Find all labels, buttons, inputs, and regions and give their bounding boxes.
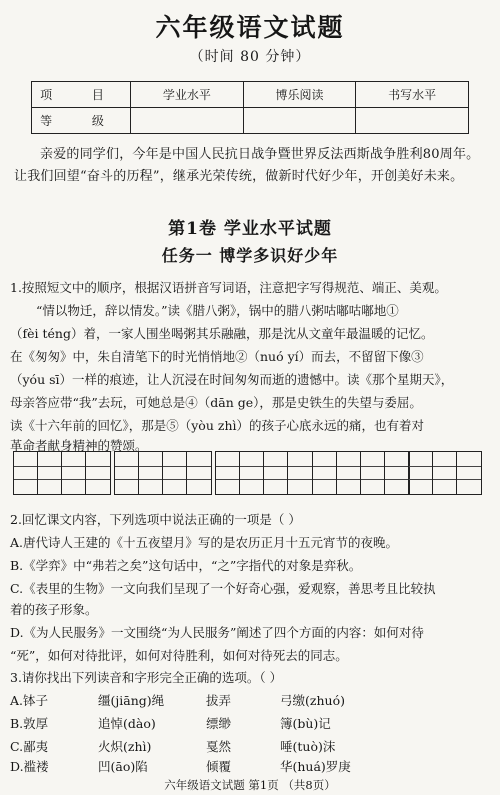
q1-text-line: （fèi téng）着，一家人围坐喝粥其乐融融，那是沈从文童年最温暖的记忆。 <box>10 326 434 341</box>
q3-option-word: 弓缴(zhuó) <box>280 693 345 708</box>
section-title: 第1卷 学业水平试题 <box>168 219 332 239</box>
exam-duration: （时间 80 分钟） <box>189 49 311 65</box>
score-row-label: 等 级 <box>32 108 131 134</box>
writing-box-4[interactable] <box>312 451 410 495</box>
q2-option-c-cont: 着的孩子形象。 <box>10 602 98 617</box>
score-cell-reading <box>243 108 356 134</box>
q3-option-word: D.褴褛 <box>10 759 49 774</box>
q3-option-word: B.敦厚 <box>10 716 49 731</box>
q3-option-word: 华(huá)罗庚 <box>280 759 351 774</box>
q2-option-c: C.《表里的生物》一文向我们呈现了一个好奇心强，爱观察，善思考且比较执 <box>10 581 436 596</box>
q1-text-line: （yóu sī）一样的痕迹，让人沉浸在时间匆匆而逝的遗憾中。读《那个星期天》， <box>10 372 454 387</box>
task-title: 任务一 博学多识好少年 <box>161 246 339 265</box>
q3-option-word: 缰(jiāng)绳 <box>98 693 165 708</box>
q1-text-line: “情以物迁，辞以情发。”读《腊八粥》，锅中的腊八粥咕嘟咕嘟地① <box>36 303 399 318</box>
writing-box-3[interactable] <box>215 451 313 495</box>
score-header-writing: 书写水平 <box>356 82 469 108</box>
q3-option-word: 簿(bù)记 <box>280 716 331 731</box>
score-header-item: 项 目 <box>32 82 131 108</box>
q2-prompt: 2.回忆课文内容，下列选项中说法正确的一项是（ ） <box>10 512 301 527</box>
score-header-reading: 博乐阅读 <box>243 82 356 108</box>
q1-text-line: 革命者献身精神的赞颂。 <box>10 438 148 453</box>
score-table-header-row <box>32 82 469 108</box>
q3-option-word: 凹(āo)陷 <box>98 759 148 774</box>
page-footer: 六年级语文试题 第1页 （共8页） <box>164 778 336 792</box>
q3-option-word: 追悼(dào) <box>98 716 156 731</box>
q3-option-word: 倾覆 <box>206 759 232 774</box>
writing-box-1[interactable] <box>13 451 111 495</box>
q1-text-line: 母亲答应带“我”去玩，可她总是④（dān ge），那是史铁生的失望与委屈。 <box>10 395 422 410</box>
q1-text-line: 读《十六年前的回忆》，那是⑤（yòu zhì）的孩子心底永远的痛，也有着对 <box>10 418 424 433</box>
q2-option-d: D.《为人民服务》一文围绕“为人民服务”阐述了四个方面的内容：如何对待 <box>10 625 424 640</box>
exam-title: 六年级语文试题 <box>155 13 345 42</box>
score-table-grade-row <box>32 108 469 134</box>
score-header-academic: 学业水平 <box>131 82 244 108</box>
writing-box-5[interactable] <box>408 451 482 495</box>
q3-option-word: 火炽(zhì) <box>98 739 152 754</box>
q1-prompt: 1.按照短文中的顺序，根据汉语拼音写词语，注意把字写得规范、端正、美观。 <box>10 280 447 295</box>
writing-grid-area <box>13 451 491 497</box>
q3-option-word: 缥缈 <box>206 716 232 731</box>
q3-option-word: A.钵子 <box>10 693 49 708</box>
score-table <box>31 81 469 134</box>
intro-paragraph: 亲爱的同学们，今年是中国人民抗日战争暨世界反法西斯战争胜利80周年。让我们回望“奋斗的历程”，继承光荣传统，做新时代好少年，开创美好未来。 <box>14 147 480 184</box>
q3-option-word: 拔弄 <box>206 693 232 708</box>
q3-option-word: 唾(tuò)沫 <box>280 739 336 754</box>
q1-text-line: 在《匆匆》中，朱自清笔下的时光悄悄地②（nuó yí）而去，不留留下像③ <box>10 349 424 364</box>
writing-box-2[interactable] <box>114 451 212 495</box>
score-cell-writing <box>356 108 469 134</box>
q3-prompt: 3.请你找出下列读音和字形完全正确的选项。（ ） <box>10 670 283 685</box>
q2-option-d-cont: “死”，如何对待批评，如何对待胜利，如何对待死去的同志。 <box>10 648 348 663</box>
q2-option-a: A.唐代诗人王建的《十五夜望月》写的是农历正月十五元宵节的夜晚。 <box>10 535 399 550</box>
score-cell-academic <box>131 108 244 134</box>
q2-option-b: B.《学弈》中“弗若之矣”这句话中，“之”字指代的对象是弈秋。 <box>10 558 362 573</box>
q3-option-word: C.鄙夷 <box>10 739 49 754</box>
q3-option-word: 戛然 <box>206 739 232 754</box>
